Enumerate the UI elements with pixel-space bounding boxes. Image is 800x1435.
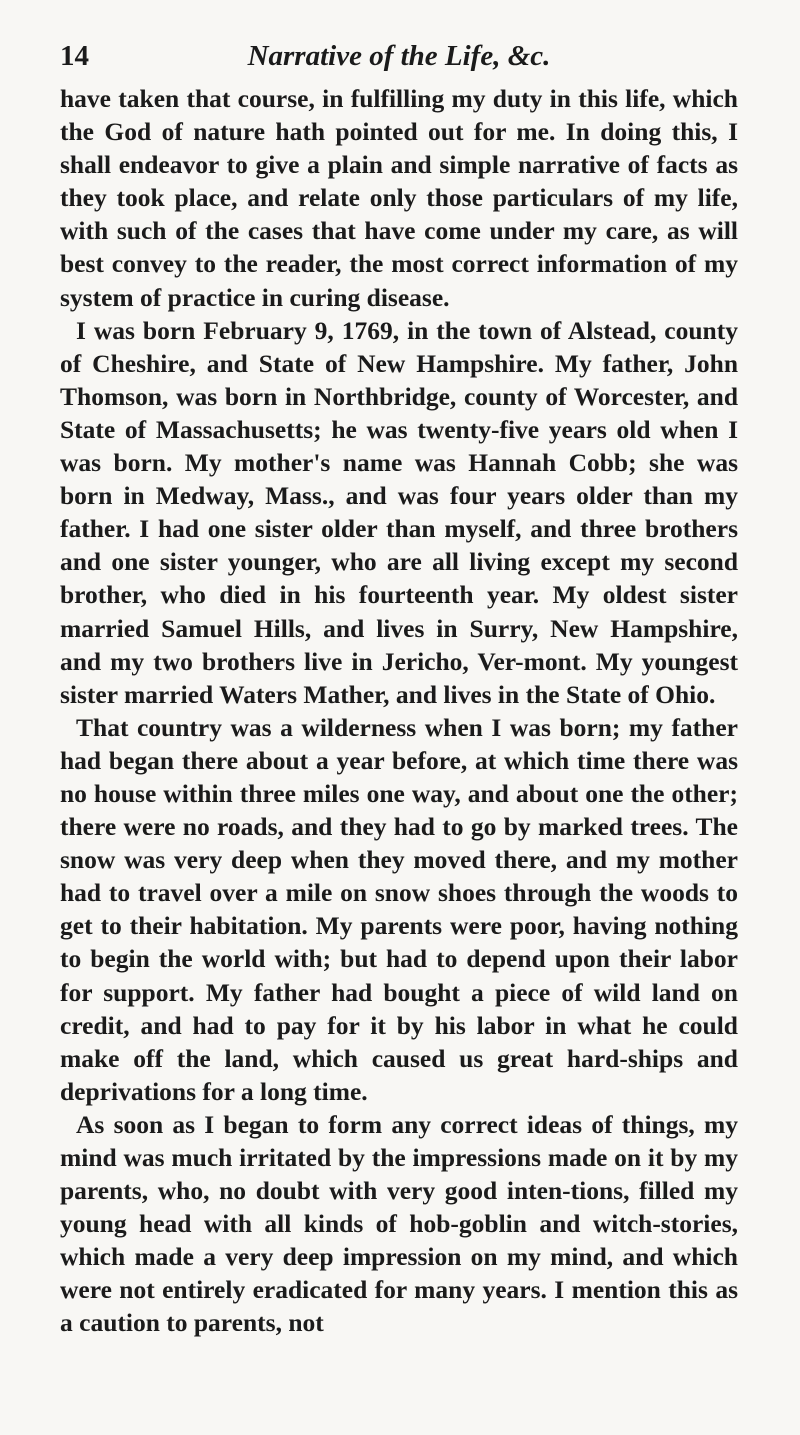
page-number: 14	[60, 40, 89, 72]
paragraph-birth: I was born February 9, 1769, in the town of Alstead, county of Cheshire, and State of New Hampshire. My father, John Thomson, was born in Northbridge, county of Worcester, and State of Massachusetts; he was twenty-five years old when I was born. My mother's name was Hannah Cobb; she was born in Medway, Mass., and was four years older than my father. I had one sister older than myself, and three brothers and one sister younger, who are all living except my second brother, who died in his fourteenth year. My oldest sister married Samuel Hills, and lives in Surry, New Hampshire, and my two brothers live in Jericho, Ver-mont. My youngest sister married Waters Mather, and lives in the State of Ohio.	[60, 315, 738, 709]
running-head	[60, 36, 738, 76]
paragraph-wilderness: That country was a wilderness when I was born; my father had began there about a year before, at which time there was no house within three miles one way, and about one the other; there were no roads, and they had to go by marked trees. The snow was very deep when they moved there, and my mother had to travel over a mile on snow shoes through the woods to get to their habitation. My parents were poor, having nothing to begin the world with; but had to depend upon their labor for support. My father had bought a piece of wild land on credit, and had to pay for it by his labor in what he could make off the land, which caused us great hard-ships and deprivations for a long time.	[60, 712, 738, 1106]
running-title: Narrative of the Life, &c.	[247, 40, 551, 72]
paragraph-childhood: As soon as I began to form any correct ideas of things, my mind was much irritated by the impressions made on it by my parents, who, no doubt with very good inten-tions, filled my young head with all kinds of hob-goblin and witch-stories, which made a very deep impression on my mind, and which were not entirely eradicated for many years. I mention this as a caution to parents, not	[60, 1109, 738, 1338]
body-text	[60, 82, 738, 1340]
paragraph-continuation: have taken that course, in fulfilling my duty in this life, which the God of nature hath pointed out for me. In doing this, I shall endeavor to give a plain and simple narrative of facts as they took place, and relate only those particulars of my life, with such of the cases that have come under my care, as will best convey to the reader, the most correct information of my system of practice in curing disease.	[60, 84, 738, 312]
